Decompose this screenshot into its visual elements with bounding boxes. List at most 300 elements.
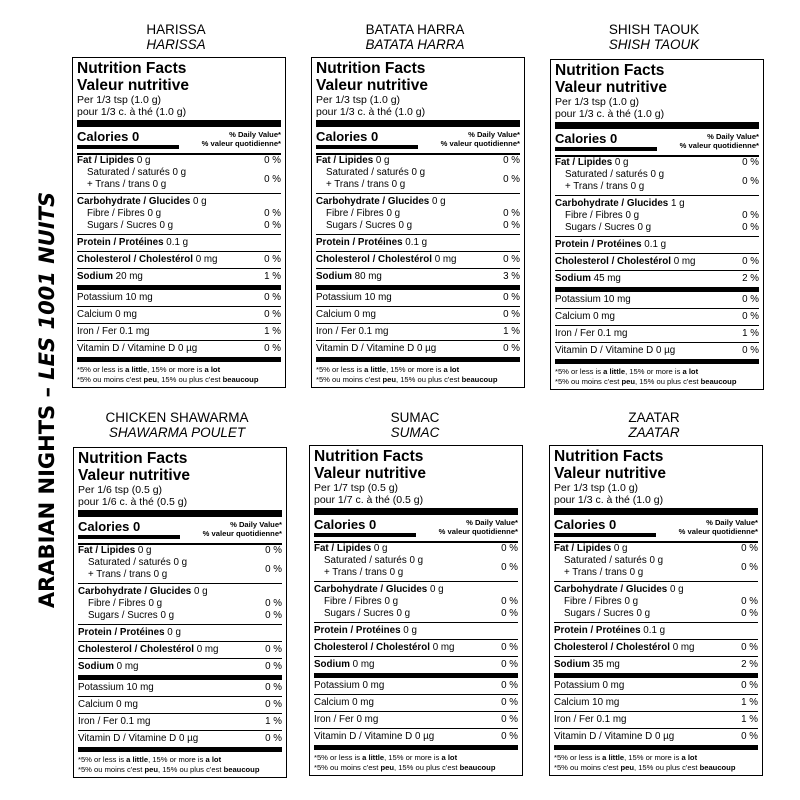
calcium-value: 0 mg (354, 309, 376, 320)
serving-size (78, 484, 282, 508)
product-name-fr: BATATA HARRA (365, 37, 465, 52)
serving-fr: pour 1/3 c. à thé (1.0 g) (555, 108, 665, 120)
fibre-pct: 0 % (741, 596, 758, 607)
product-title-3 (539, 22, 769, 52)
trans-value: 0 g (389, 567, 404, 578)
footnote-en: *5% or less is a little, 15% or more is a lot (555, 367, 699, 376)
calcium-row (316, 307, 520, 323)
sodium-label: Sodium (314, 659, 350, 670)
nutrition-facts-label-2 (311, 57, 525, 388)
cholesterol-pct: 0 % (503, 254, 520, 265)
dv-header-fr: % valeur quotidienne* (440, 139, 520, 148)
sugars-pct: 0 % (503, 220, 520, 231)
calcium-pct: 0 % (503, 309, 520, 320)
sat-trans-pct: 0 % (264, 173, 281, 185)
carb-row (316, 194, 520, 208)
nutrition-facts-label-3 (550, 59, 764, 390)
fibre-pct: 0 % (503, 208, 520, 219)
iron-pct: 1 % (741, 714, 758, 725)
iron-value: 0.1 mg (120, 716, 151, 727)
cholesterol-pct: 0 % (265, 644, 282, 655)
serving-en: Per 1/3 tsp (1.0 g) (77, 94, 162, 106)
vitamin-d-label: Vitamin D / Vitamine D (78, 733, 177, 744)
potassium-label: Potassium (555, 294, 601, 305)
fat-pct: 0 % (501, 543, 518, 554)
carb-value: 0 g (193, 586, 208, 597)
calories-row (554, 515, 758, 541)
sugars-row (78, 610, 282, 622)
iron-label: Iron / Fer (555, 328, 595, 339)
sodium-pct: 2 % (741, 659, 758, 670)
fat-pct: 0 % (742, 157, 759, 168)
sat-trans-pct: 0 % (741, 561, 758, 573)
serving-fr: pour 1/3 c. à thé (1.0 g) (316, 106, 426, 118)
protein-row (316, 235, 520, 251)
calories-label: Calories (314, 517, 366, 532)
vitamin-d-pct: 0 % (503, 343, 520, 354)
vitamin-d-value: 0 µg (177, 343, 198, 354)
calories-label: Calories (77, 129, 129, 144)
footnote-fr: *5% ou moins c'est peu, 15% ou plus c'est beaucoup (555, 376, 737, 386)
sat-label: Saturated / saturés (324, 555, 407, 566)
calcium-pct: 0 % (265, 699, 282, 710)
serving-fr: pour 1/3 c. à thé (1.0 g) (77, 106, 187, 118)
footnote-en: *5% or less is a little, 15% or more is a lot (78, 755, 222, 764)
daily-value-header (203, 520, 282, 538)
serving-en: Per 1/3 tsp (1.0 g) (554, 482, 639, 494)
protein-row (78, 625, 282, 641)
nf-title-fr: Valeur nutritive (554, 464, 666, 482)
nf-title-fr: Valeur nutritive (78, 466, 190, 484)
protein-value: 0.1 g (166, 237, 189, 248)
fibre-row (554, 596, 758, 608)
sodium-row (316, 269, 520, 285)
thick-divider (316, 120, 520, 127)
sodium-value: 0 mg (116, 661, 139, 672)
sodium-row (77, 269, 281, 285)
footnote-fr: *5% ou moins c'est peu, 15% ou plus c'est beaucoup (316, 374, 498, 384)
nf-title-en: Nutrition Facts (314, 448, 424, 465)
product-title-4 (62, 410, 292, 440)
fat-row (554, 543, 758, 555)
protein-label: Protein / Protéines (314, 625, 401, 636)
side-title (28, 0, 66, 800)
sat-value: 0 g (172, 167, 187, 178)
carb-label: Carbohydrate / Glucides (78, 586, 192, 597)
carb-label: Carbohydrate / Glucides (314, 584, 428, 595)
serving-en: Per 1/3 tsp (1.0 g) (555, 96, 640, 108)
nutrition-facts-label-1 (72, 57, 286, 388)
iron-label: Iron / Fer (77, 326, 117, 337)
trans-value: 0 g (153, 569, 168, 580)
product-title-1 (61, 22, 291, 52)
potassium-pct: 0 % (741, 680, 758, 691)
sodium-label: Sodium (78, 661, 114, 672)
carb-label: Carbohydrate / Glucides (77, 196, 191, 207)
sugars-pct: 0 % (741, 608, 758, 619)
potassium-value: 10 mg (364, 292, 392, 303)
thick-divider (554, 508, 758, 515)
dv-header-fr: % valeur quotidienne* (679, 141, 759, 150)
calcium-value: 0 mg (115, 309, 137, 320)
footnote (77, 362, 281, 387)
carb-row (314, 582, 518, 596)
footnote-fr: *5% ou moins c'est peu, 15% ou plus c'est beaucoup (78, 764, 260, 774)
fibre-label: Fibre / Fibres (87, 208, 145, 219)
cholesterol-value: 0 mg (672, 642, 695, 653)
thick-divider (314, 508, 518, 515)
sugars-value: 0 g (159, 220, 174, 231)
protein-value: 0 g (167, 627, 181, 638)
cholesterol-pct: 0 % (501, 642, 518, 653)
carb-label: Carbohydrate / Glucides (554, 584, 668, 595)
calcium-row (314, 695, 518, 711)
product-name-fr: SHAWARMA POULET (108, 425, 246, 440)
carb-row (77, 194, 281, 208)
sodium-value: 20 mg (115, 271, 143, 282)
fibre-row (316, 208, 520, 220)
thick-divider (77, 120, 281, 127)
sat-trans-row (554, 555, 758, 579)
nf-title-en: Nutrition Facts (78, 450, 188, 467)
fat-row (314, 543, 518, 555)
protein-value: 0.1 g (643, 625, 666, 636)
sodium-label: Sodium (555, 273, 591, 284)
sugars-row (555, 222, 759, 234)
dv-header-fr: % valeur quotidienne* (678, 527, 758, 536)
protein-label: Protein / Protéines (78, 627, 165, 638)
fibre-row (78, 598, 282, 610)
cholesterol-value: 0 mg (432, 642, 455, 653)
iron-value: 0.1 mg (597, 328, 628, 339)
sat-trans-row (77, 167, 281, 191)
iron-value: 0 mg (356, 714, 379, 725)
sodium-value: 45 mg (593, 273, 621, 284)
calories-row (316, 127, 520, 153)
calories-label: Calories (316, 129, 368, 144)
nf-title-en: Nutrition Facts (554, 448, 664, 465)
footnote (554, 750, 758, 775)
calories-value: 0 (132, 519, 141, 534)
daily-value-header (439, 518, 518, 536)
nf-title-fr: Valeur nutritive (316, 76, 428, 94)
sugars-pct: 0 % (742, 222, 759, 233)
footnote (316, 362, 520, 387)
dv-header-en: % Daily Value* (466, 518, 518, 527)
product-title-6 (539, 410, 769, 440)
sat-trans-row (78, 557, 282, 581)
vitamin-d-value: 0 µg (416, 343, 437, 354)
potassium-value: 0 mg (602, 680, 625, 691)
calcium-label: Calcium (314, 697, 350, 708)
nutrition-facts-label-4 (73, 447, 287, 778)
fat-label: Fat / Lipides (77, 155, 135, 166)
footnote (555, 364, 759, 389)
fat-pct: 0 % (265, 545, 282, 556)
carb-value: 0 g (669, 584, 684, 595)
fibre-row (314, 596, 518, 608)
carb-value: 0 g (192, 196, 207, 207)
fat-label: Fat / Lipides (554, 543, 612, 554)
vitamin-d-row (554, 729, 758, 745)
cholesterol-label: Cholesterol / Cholestérol (314, 642, 430, 653)
carb-row (554, 582, 758, 596)
sugars-value: 0 g (396, 608, 411, 619)
potassium-row (77, 290, 281, 306)
trans-label: + Trans / trans (87, 179, 150, 190)
iron-value: 0.1 mg (596, 714, 627, 725)
sat-trans-pct: 0 % (503, 173, 520, 185)
potassium-row (314, 678, 518, 694)
carb-value: 0 g (429, 584, 444, 595)
carb-value: 0 g (431, 196, 446, 207)
nutrition-facts-label-5 (309, 445, 523, 776)
calories-row (78, 517, 282, 543)
calcium-label: Calcium (77, 309, 113, 320)
product-name-fr: SUMAC (390, 425, 440, 440)
cholesterol-pct: 0 % (742, 256, 759, 267)
product-name-en: HARISSA (146, 22, 206, 37)
daily-value-header (679, 518, 758, 536)
serving-size (77, 94, 281, 118)
footnote-fr: *5% ou moins c'est peu, 15% ou plus c'est beaucoup (77, 374, 259, 384)
fibre-label: Fibre / Fibres (88, 598, 146, 609)
fat-value: 0 g (373, 543, 388, 554)
fibre-label: Fibre / Fibres (565, 210, 623, 221)
potassium-row (316, 290, 520, 306)
vitamin-d-pct: 0 % (501, 731, 518, 742)
calories-row (314, 515, 518, 541)
calories-label: Calories (78, 519, 130, 534)
sugars-row (314, 608, 518, 620)
sodium-pct: 1 % (264, 271, 281, 282)
cholesterol-pct: 0 % (741, 642, 758, 653)
carb-label: Carbohydrate / Glucides (555, 198, 669, 209)
calories-value: 0 (370, 129, 379, 144)
dv-header-en: % Daily Value* (468, 130, 520, 139)
sodium-pct: 0 % (501, 659, 518, 670)
fibre-value: 0 g (624, 596, 639, 607)
product-name-fr: ZAATAR (628, 425, 680, 440)
nf-title-en: Nutrition Facts (77, 60, 187, 77)
fat-label: Fat / Lipides (555, 157, 613, 168)
sat-label: Saturated / saturés (564, 555, 647, 566)
sugars-label: Sugars / Sucres (88, 610, 158, 621)
serving-size (316, 94, 520, 118)
footnote (78, 752, 282, 777)
side-title-fr: LES 1001 NUITS (35, 191, 59, 380)
calories-row (77, 127, 281, 153)
calories-bar (78, 535, 180, 539)
sugars-label: Sugars / Sucres (565, 222, 635, 233)
fat-value: 0 g (614, 157, 629, 168)
cholesterol-value: 0 mg (195, 254, 218, 265)
cholesterol-row (316, 252, 520, 268)
fibre-value: 0 g (386, 208, 401, 219)
sugars-label: Sugars / Sucres (324, 608, 394, 619)
fat-pct: 0 % (741, 543, 758, 554)
protein-value: 0.1 g (644, 239, 667, 250)
sat-value: 0 g (409, 555, 424, 566)
thick-divider (555, 122, 759, 129)
dv-header-fr: % valeur quotidienne* (201, 139, 281, 148)
protein-row (554, 623, 758, 639)
sodium-label: Sodium (77, 271, 113, 282)
calcium-value: 0 mg (352, 697, 374, 708)
cholesterol-row (555, 254, 759, 270)
cholesterol-value: 0 mg (434, 254, 457, 265)
fat-row (555, 157, 759, 169)
potassium-label: Potassium (77, 292, 123, 303)
sodium-row (78, 659, 282, 675)
cholesterol-row (77, 252, 281, 268)
potassium-pct: 0 % (265, 682, 282, 693)
daily-value-header (202, 130, 281, 148)
calcium-value: 0 mg (593, 311, 615, 322)
serving-en: Per 1/3 tsp (1.0 g) (316, 94, 401, 106)
calcium-pct: 0 % (264, 309, 281, 320)
fibre-value: 0 g (147, 208, 162, 219)
product-name-en: ZAATAR (628, 410, 680, 425)
sugars-row (316, 220, 520, 232)
fibre-value: 0 g (384, 596, 399, 607)
calcium-row (554, 695, 758, 711)
vitamin-d-pct: 0 % (741, 731, 758, 742)
calcium-row (555, 309, 759, 325)
cholesterol-label: Cholesterol / Cholestérol (316, 254, 432, 265)
nutrition-facts-label-6 (549, 445, 763, 776)
calcium-label: Calcium (316, 309, 352, 320)
dv-header-en: % Daily Value* (707, 132, 759, 141)
calcium-label: Calcium (555, 311, 591, 322)
iron-row (78, 714, 282, 730)
product-name-en: SHISH TAOUK (608, 22, 700, 37)
fat-value: 0 g (613, 543, 628, 554)
potassium-value: 0 mg (362, 680, 385, 691)
fibre-label: Fibre / Fibres (564, 596, 622, 607)
trans-label: + Trans / trans (565, 181, 628, 192)
cholesterol-row (554, 640, 758, 656)
sugars-label: Sugars / Sucres (564, 608, 634, 619)
fat-label: Fat / Lipides (316, 155, 374, 166)
sugars-pct: 0 % (264, 220, 281, 231)
vitamin-d-row (316, 341, 520, 357)
calories-label: Calories (555, 131, 607, 146)
sodium-row (554, 657, 758, 673)
sat-label: Saturated / saturés (87, 167, 170, 178)
cholesterol-label: Cholesterol / Cholestérol (555, 256, 671, 267)
sugars-pct: 0 % (265, 610, 282, 621)
vitamin-d-row (77, 341, 281, 357)
vitamin-d-value: 0 µg (655, 345, 676, 356)
fibre-value: 0 g (148, 598, 163, 609)
footnote (314, 750, 518, 775)
footnote-en: *5% or less is a little, 15% or more is a lot (314, 753, 458, 762)
dv-header-en: % Daily Value* (230, 520, 282, 529)
cholesterol-row (78, 642, 282, 658)
protein-label: Protein / Protéines (316, 237, 403, 248)
product-name-fr: SHISH TAOUK (608, 37, 700, 52)
calcium-value: 10 mg (592, 697, 620, 708)
vitamin-d-value: 0 µg (654, 731, 675, 742)
cholesterol-value: 0 mg (673, 256, 696, 267)
vitamin-d-pct: 0 % (265, 733, 282, 744)
footnote-en: *5% or less is a little, 15% or more is a lot (316, 365, 460, 374)
sat-label: Saturated / saturés (565, 169, 648, 180)
protein-label: Protein / Protéines (554, 625, 641, 636)
protein-value: 0 g (403, 625, 417, 636)
potassium-value: 10 mg (603, 294, 631, 305)
trans-value: 0 g (630, 181, 645, 192)
nutrition-facts-heading (314, 449, 518, 482)
calories-label: Calories (554, 517, 606, 532)
nutrition-facts-heading (554, 449, 758, 482)
cholesterol-label: Cholesterol / Cholestérol (78, 644, 194, 655)
potassium-label: Potassium (554, 680, 600, 691)
nutrition-facts-heading (316, 61, 520, 94)
sodium-label: Sodium (316, 271, 352, 282)
calcium-label: Calcium (554, 697, 590, 708)
thick-divider (78, 510, 282, 517)
cholesterol-label: Cholesterol / Cholestérol (554, 642, 670, 653)
iron-label: Iron / Fer (554, 714, 594, 725)
vitamin-d-row (314, 729, 518, 745)
iron-pct: 1 % (742, 328, 759, 339)
trans-value: 0 g (152, 179, 167, 190)
sodium-pct: 2 % (742, 273, 759, 284)
vitamin-d-label: Vitamin D / Vitamine D (316, 343, 415, 354)
sat-trans-pct: 0 % (501, 561, 518, 573)
vitamin-d-pct: 0 % (742, 345, 759, 356)
sodium-value: 0 mg (352, 659, 375, 670)
calories-value: 0 (609, 131, 618, 146)
sodium-value: 35 mg (592, 659, 620, 670)
serving-size (314, 482, 518, 506)
cholesterol-label: Cholesterol / Cholestérol (77, 254, 193, 265)
iron-row (554, 712, 758, 728)
fibre-row (77, 208, 281, 220)
potassium-row (554, 678, 758, 694)
carb-row (555, 196, 759, 210)
nf-title-fr: Valeur nutritive (555, 78, 667, 96)
iron-pct: 1 % (265, 716, 282, 727)
sodium-pct: 0 % (265, 661, 282, 672)
iron-value: 0.1 mg (358, 326, 389, 337)
fibre-row (555, 210, 759, 222)
sugars-value: 0 g (160, 610, 175, 621)
fat-label: Fat / Lipides (78, 545, 136, 556)
sat-value: 0 g (173, 557, 188, 568)
serving-en: Per 1/7 tsp (0.5 g) (314, 482, 399, 494)
vitamin-d-label: Vitamin D / Vitamine D (314, 731, 413, 742)
fibre-pct: 0 % (501, 596, 518, 607)
sugars-value: 0 g (398, 220, 413, 231)
footnote-fr: *5% ou moins c'est peu, 15% ou plus c'est beaucoup (554, 762, 736, 772)
protein-row (555, 237, 759, 253)
nf-title-fr: Valeur nutritive (314, 464, 426, 482)
vitamin-d-label: Vitamin D / Vitamine D (554, 731, 653, 742)
daily-value-header (441, 130, 520, 148)
calories-bar (77, 145, 179, 149)
serving-size (554, 482, 758, 506)
sugars-row (77, 220, 281, 232)
nf-title-en: Nutrition Facts (555, 62, 665, 79)
sugars-value: 0 g (637, 222, 652, 233)
fat-row (78, 545, 282, 557)
daily-value-header (680, 132, 759, 150)
vitamin-d-value: 0 µg (414, 731, 435, 742)
sat-value: 0 g (411, 167, 426, 178)
